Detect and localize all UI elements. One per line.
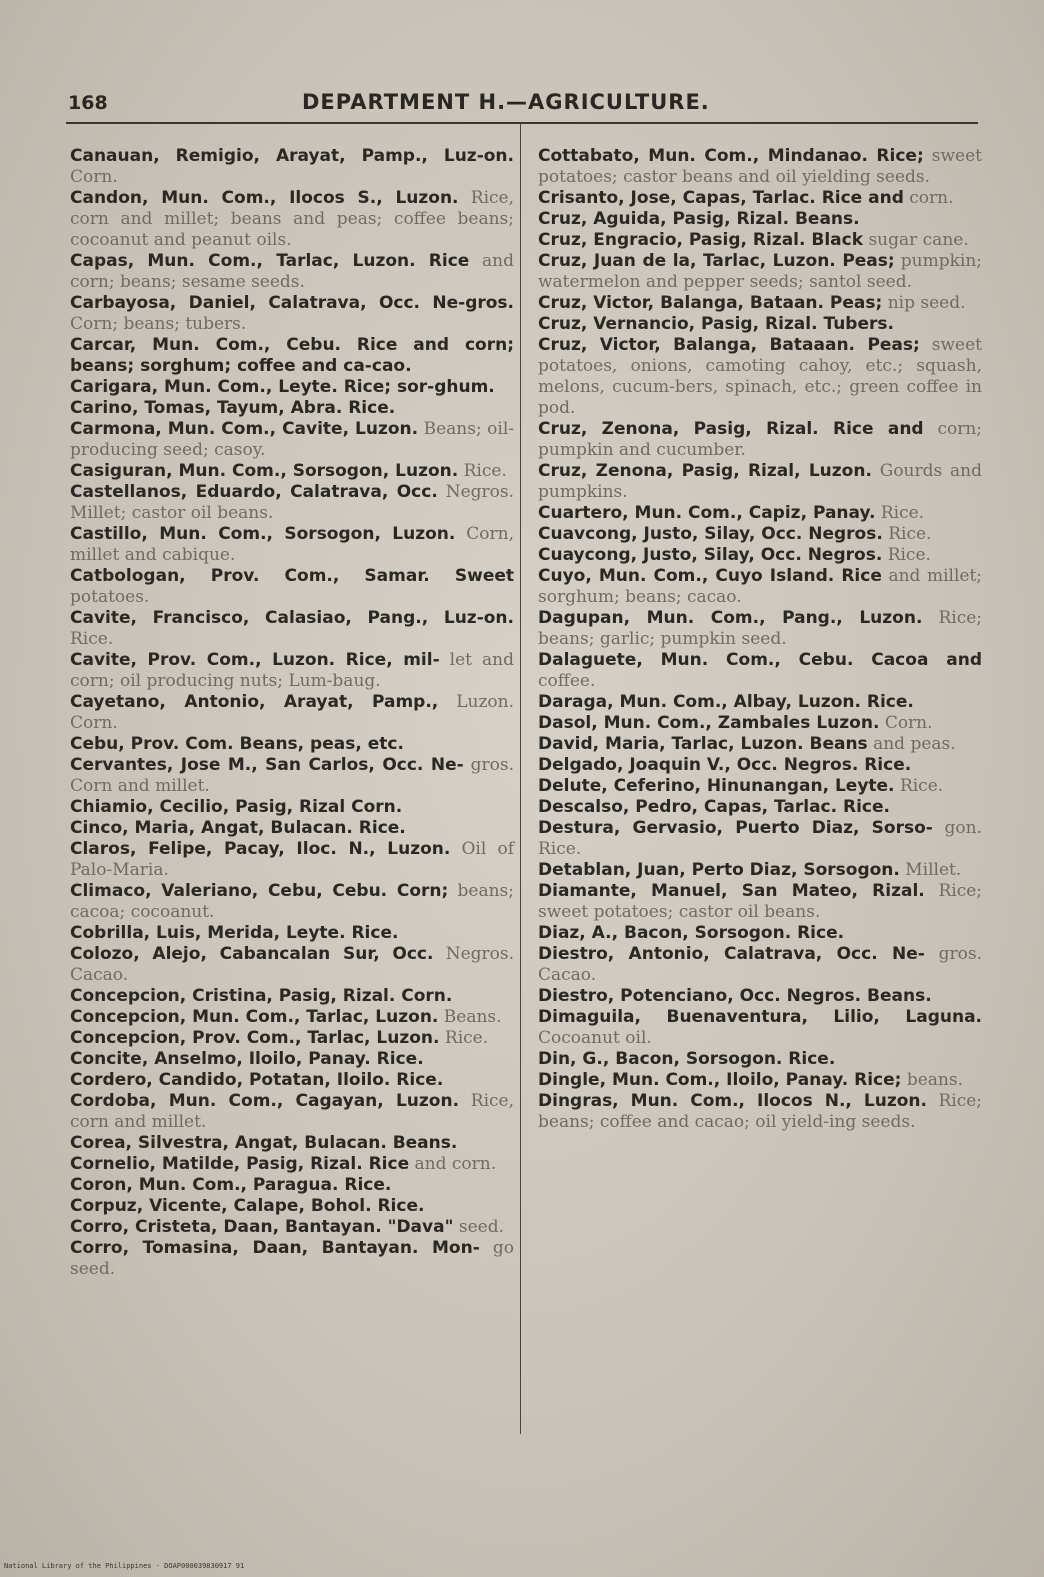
directory-entry (538, 923, 982, 944)
directory-entry (538, 734, 982, 755)
directory-entry (538, 818, 982, 860)
entry-name: Corea, Silvestra, Angat, Bulacan. Beans. (70, 1133, 458, 1153)
entry-products: Rice. (887, 545, 931, 565)
entry-products: Beans; oil-producing seed; casoy. (70, 419, 515, 460)
entry-name: Cruz, Aguida, Pasig, Rizal. Beans. (538, 209, 860, 229)
entry-name: Cinco, Maria, Angat, Bulacan. Rice. (70, 818, 406, 838)
library-footer: National Library of the Philippines · DOAP000039830917 91 (4, 1562, 245, 1570)
entry-products: sweet potatoes, onions, camoting cahoy, etc.; squash, melons, cucum-bers, spinach, etc.; green coffee in pod. (538, 335, 982, 418)
entry-name: Cayetano, Antonio, Arayat, Pamp., (70, 692, 439, 712)
directory-entry (70, 146, 514, 188)
entry-name: Diestro, Potenciano, Occ. Negros. Beans. (538, 986, 932, 1006)
directory-entry (70, 419, 514, 461)
directory-entry (70, 1007, 514, 1028)
directory-entry (538, 209, 982, 230)
directory-entry (538, 293, 982, 314)
directory-entry (538, 1007, 982, 1049)
entry-name: Capas, Mun. Com., Tarlac, Luzon. Rice (70, 251, 470, 271)
directory-entry (538, 566, 982, 608)
entry-name: Carigara, Mun. Com., Leyte. Rice; sor-ghum. (70, 377, 495, 397)
entry-name: Dimaguila, Buenaventura, Lilio, Laguna. (538, 1007, 982, 1027)
directory-entry (70, 797, 514, 818)
directory-entry (538, 314, 982, 335)
entry-name: Concepcion, Cristina, Pasig, Rizal. Corn. (70, 986, 453, 1006)
entry-name: Cavite, Francisco, Calasiao, Pang., Luz-on. (70, 608, 514, 628)
entry-name: Crisanto, Jose, Capas, Tarlac. Rice and (538, 188, 904, 208)
directory-entry (70, 1238, 514, 1280)
page-header (66, 86, 978, 126)
entry-name: Dagupan, Mun. Com., Pang., Luzon. (538, 608, 923, 628)
directory-entry (70, 335, 514, 377)
directory-entry (538, 1091, 982, 1133)
directory-entry (538, 230, 982, 251)
entry-products: Rice. (880, 503, 925, 523)
directory-entry (70, 734, 514, 755)
directory-entry (70, 524, 514, 566)
entry-products: and corn. (414, 1154, 497, 1174)
directory-entry (70, 1175, 514, 1196)
entry-products: Rice; sweet potatoes; castor oil beans. (538, 881, 983, 922)
entry-name: Castillo, Mun. Com., Sorsogon, Luzon. (70, 524, 456, 544)
entry-products: beans. (906, 1070, 963, 1090)
entry-name: Cebu, Prov. Com. Beans, peas, etc. (70, 734, 404, 754)
entry-name: Cordero, Candido, Potatan, Iloilo. Rice. (70, 1070, 444, 1090)
entry-products: and millet; sorghum; beans; cacao. (538, 566, 983, 607)
entry-products: Rice; beans; garlic; pumpkin seed. (538, 608, 983, 649)
entry-name: Carcar, Mun. Com., Cebu. Rice and corn; beans; sorghum; coffee and ca-cao. (70, 335, 514, 376)
entry-name: Candon, Mun. Com., Ilocos S., Luzon. (70, 188, 459, 208)
entry-products: Gourds and pumpkins. (538, 461, 982, 502)
directory-entry (538, 1049, 982, 1070)
entry-products: Corn. (884, 713, 933, 733)
directory-entry (70, 986, 514, 1007)
directory-entry (70, 692, 514, 734)
entry-name: Castellanos, Eduardo, Calatrava, Occ. (70, 482, 438, 502)
entry-name: Descalso, Pedro, Capas, Tarlac. Rice. (538, 797, 890, 817)
left-column (70, 146, 514, 1280)
entry-products: Oil of Palo-Maria. (70, 839, 514, 880)
directory-entry (70, 923, 514, 944)
directory-entry (70, 1070, 514, 1091)
entry-name: Destura, Gervasio, Puerto Diaz, Sorso- (538, 818, 933, 838)
entry-name: Cottabato, Mun. Com., Mindanao. Rice; (538, 146, 924, 166)
entry-products: Rice. (70, 629, 114, 649)
column-divider (520, 124, 521, 1434)
entry-products: beans; cacoa; cocoanut. (70, 881, 515, 922)
entry-name: Cruz, Zenona, Pasig, Rizal, Luzon. (538, 461, 872, 481)
directory-entry (70, 818, 514, 839)
directory-entry (538, 944, 982, 986)
entry-name: Cornelio, Matilde, Pasig, Rizal. Rice (70, 1154, 410, 1174)
entry-products: Rice. (463, 461, 507, 481)
entry-name: Cruz, Victor, Balanga, Bataaan. Peas; (538, 335, 920, 355)
entry-name: Diestro, Antonio, Calatrava, Occ. Ne- (538, 944, 925, 964)
directory-entry (538, 146, 982, 188)
entry-name: Climaco, Valeriano, Cebu, Cebu. Corn; (70, 881, 449, 901)
directory-entry (538, 461, 982, 503)
entry-name: Corpuz, Vicente, Calape, Bohol. Rice. (70, 1196, 425, 1216)
entry-name: Delute, Ceferino, Hinunangan, Leyte. (538, 776, 895, 796)
entry-products: and peas. (873, 734, 956, 754)
directory-entry (70, 1091, 514, 1133)
directory-entry (70, 188, 514, 251)
entry-products: Negros. Millet; castor oil beans. (70, 482, 515, 523)
entry-products: let and corn; oil producing nuts; Lum-baug. (70, 650, 514, 691)
entry-products: Corn. (70, 167, 118, 187)
directory-entry (538, 650, 982, 692)
entry-products: nip seed. (887, 293, 966, 313)
entry-name: Cobrilla, Luis, Merida, Leyte. Rice. (70, 923, 399, 943)
entry-name: Cruz, Juan de la, Tarlac, Luzon. Peas; (538, 251, 895, 271)
entry-name: Cervantes, Jose M., San Carlos, Occ. Ne- (70, 755, 464, 775)
entry-products: potatoes. (70, 587, 150, 607)
entry-name: Dasol, Mun. Com., Zambales Luzon. (538, 713, 880, 733)
entry-products: Beans. (443, 1007, 502, 1027)
directory-entry (538, 776, 982, 797)
entry-name: Detablan, Juan, Perto Diaz, Sorsogon. (538, 860, 900, 880)
directory-entry (70, 377, 514, 398)
directory-entry (70, 1028, 514, 1049)
directory-entry (70, 608, 514, 650)
entry-name: Dingras, Mun. Com., Ilocos N., Luzon. (538, 1091, 927, 1111)
directory-entry (70, 398, 514, 419)
directory-entry (538, 860, 982, 881)
entry-name: Carmona, Mun. Com., Cavite, Luzon. (70, 419, 419, 439)
entry-name: Chiamio, Cecilio, Pasig, Rizal Corn. (70, 797, 403, 817)
entry-products: pumpkin; watermelon and pepper seeds; santol seed. (538, 251, 983, 292)
entry-products: Rice; beans; coffee and cacao; oil yield-ing seeds. (538, 1091, 982, 1132)
running-title: DEPARTMENT H.—AGRICULTURE. (302, 90, 710, 114)
entry-products: and corn; beans; sesame seeds. (70, 251, 515, 292)
entry-products: Corn, millet and cabique. (70, 524, 514, 565)
entry-products: gon. Rice. (538, 818, 983, 859)
directory-entry (538, 986, 982, 1007)
directory-entry (538, 503, 982, 524)
directory-entry (538, 713, 982, 734)
directory-entry (70, 1133, 514, 1154)
directory-entry (538, 419, 982, 461)
entry-products: Rice, corn and millet; beans and peas; coffee beans; cocoanut and peanut oils. (70, 188, 515, 250)
entry-name: Cruz, Zenona, Pasig, Rizal. Rice and (538, 419, 924, 439)
entry-name: Cavite, Prov. Com., Luzon. Rice, mil- (70, 650, 440, 670)
entry-name: Cordoba, Mun. Com., Cagayan, Luzon. (70, 1091, 460, 1111)
entry-name: Concepcion, Mun. Com., Tarlac, Luzon. (70, 1007, 439, 1027)
entry-name: Cuartero, Mun. Com., Capiz, Panay. (538, 503, 876, 523)
directory-entry (538, 524, 982, 545)
directory-entry (538, 188, 982, 209)
entry-name: Diaz, A., Bacon, Sorsogon. Rice. (538, 923, 845, 943)
directory-entry (70, 755, 514, 797)
entry-name: Corro, Tomasina, Daan, Bantayan. Mon- (70, 1238, 480, 1258)
entry-name: Carino, Tomas, Tayum, Abra. Rice. (70, 398, 396, 418)
entry-name: Delgado, Joaquin V., Occ. Negros. Rice. (538, 755, 912, 775)
entry-name: Carbayosa, Daniel, Calatrava, Occ. Ne-gros. (70, 293, 514, 313)
entry-name: Cuavcong, Justo, Silay, Occ. Negros. (538, 524, 883, 544)
entry-name: Coron, Mun. Com., Paragua. Rice. (70, 1175, 392, 1195)
entry-name: Dingle, Mun. Com., Iloilo, Panay. Rice; (538, 1070, 902, 1090)
directory-entry (538, 692, 982, 713)
entry-name: Din, G., Bacon, Sorsogon. Rice. (538, 1049, 836, 1069)
directory-entry (538, 881, 982, 923)
entry-products: corn; pumpkin and cucumber. (538, 419, 983, 460)
entry-name: David, Maria, Tarlac, Luzon. Beans (538, 734, 868, 754)
directory-entry (70, 1217, 514, 1238)
entry-products: Rice. (444, 1028, 489, 1048)
entry-products: corn. (909, 188, 954, 208)
directory-entry (538, 545, 982, 566)
directory-entry (70, 1049, 514, 1070)
entry-name: Colozo, Alejo, Cabancalan Sur, Occ. (70, 944, 434, 964)
entry-name: Dalaguete, Mun. Com., Cebu. Cacoa and (538, 650, 982, 670)
directory-entry (538, 608, 982, 650)
entry-products: coffee. (538, 671, 596, 691)
directory-entry (538, 251, 982, 293)
entry-products: seed. (458, 1217, 504, 1237)
directory-entry (70, 944, 514, 986)
entry-name: Cruz, Victor, Balanga, Bataan. Peas; (538, 293, 883, 313)
entry-name: Concepcion, Prov. Com., Tarlac, Luzon. (70, 1028, 440, 1048)
page-number: 168 (68, 92, 108, 114)
directory-entry (70, 251, 514, 293)
directory-entry (538, 335, 982, 419)
entry-products: go seed. (70, 1238, 515, 1279)
entry-products: Rice, corn and millet. (70, 1091, 515, 1132)
directory-entry (538, 755, 982, 776)
directory-entry (70, 1154, 514, 1175)
entry-name: Catbologan, Prov. Com., Samar. Sweet (70, 566, 514, 586)
entry-products: Luzon. Corn. (70, 692, 514, 733)
entry-name: Canauan, Remigio, Arayat, Pamp., Luz-on. (70, 146, 514, 166)
entry-name: Cuyo, Mun. Com., Cuyo Island. Rice (538, 566, 882, 586)
entry-products: Negros. Cacao. (70, 944, 514, 985)
directory-entry (70, 1196, 514, 1217)
entry-name: Corro, Cristeta, Daan, Bantayan. "Dava" (70, 1217, 454, 1237)
entry-name: Concite, Anselmo, Iloilo, Panay. Rice. (70, 1049, 424, 1069)
directory-entry (538, 1070, 982, 1091)
header-rule (66, 122, 978, 124)
directory-entry (70, 461, 514, 482)
entry-products: Corn; beans; tubers. (70, 314, 247, 334)
directory-entry (70, 650, 514, 692)
directory-entry (70, 482, 514, 524)
entry-products: gros. Corn and millet. (70, 755, 514, 796)
directory-entry (70, 566, 514, 608)
entry-products: Millet. (905, 860, 962, 880)
entry-name: Cuaycong, Justo, Silay, Occ. Negros. (538, 545, 883, 565)
directory-entry (70, 881, 514, 923)
entry-products: Rice. (888, 524, 932, 544)
entry-name: Casiguran, Mun. Com., Sorsogon, Luzon. (70, 461, 459, 481)
entry-products: sweet potatoes; castor beans and oil yielding seeds. (538, 146, 982, 187)
entry-name: Diamante, Manuel, San Mateo, Rizal. (538, 881, 925, 901)
directory-entry (70, 839, 514, 881)
entry-name: Cruz, Engracio, Pasig, Rizal. Black (538, 230, 864, 250)
directory-entry (538, 797, 982, 818)
entry-products: Rice. (899, 776, 944, 796)
directory-entry (70, 293, 514, 335)
entry-products: gros. Cacao. (538, 944, 982, 985)
right-column (538, 146, 982, 1133)
entry-name: Daraga, Mun. Com., Albay, Luzon. Rice. (538, 692, 914, 712)
entry-products: Cocoanut oil. (538, 1028, 652, 1048)
entry-name: Cruz, Vernancio, Pasig, Rizal. Tubers. (538, 314, 894, 334)
entry-products: sugar cane. (868, 230, 969, 250)
entry-name: Claros, Felipe, Pacay, Iloc. N., Luzon. (70, 839, 451, 859)
